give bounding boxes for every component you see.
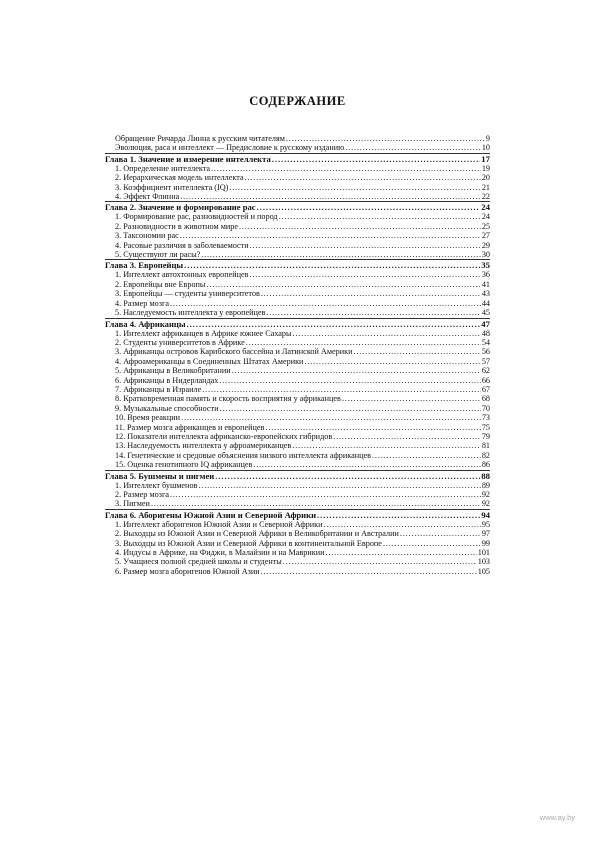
dot-leader bbox=[266, 308, 480, 317]
dot-leader bbox=[261, 567, 477, 576]
toc-item bbox=[105, 270, 490, 279]
dot-leader bbox=[170, 490, 481, 499]
toc-item bbox=[105, 385, 490, 394]
toc-item bbox=[105, 441, 490, 450]
toc-item-page-number: 73 bbox=[481, 413, 490, 423]
dot-leader bbox=[372, 451, 481, 460]
toc-item-text: 10. Время реакции bbox=[115, 413, 181, 423]
toc-item-page-number: 97 bbox=[481, 529, 490, 539]
toc-item-text: 3. Африканцы островов Карибского бассейна и Латинской Америки bbox=[115, 347, 353, 357]
toc-item-text: 6. Размер мозга аборигенов Южной Азии bbox=[115, 566, 260, 576]
toc-item-text: 2. Выходцы из Южной Азии и Северной Африки в Великобритании и Австралии bbox=[115, 529, 399, 539]
toc-item-page-number: 103 bbox=[477, 557, 490, 567]
page-title: СОДЕРЖАНИЕ bbox=[249, 94, 346, 108]
toc-item bbox=[105, 280, 490, 289]
dot-leader bbox=[184, 260, 480, 270]
toc-item bbox=[105, 404, 490, 413]
toc-item bbox=[105, 173, 490, 182]
dot-leader bbox=[283, 557, 477, 566]
toc-item bbox=[105, 548, 490, 557]
toc-item-page-number: 95 bbox=[481, 519, 490, 529]
dot-leader bbox=[245, 173, 481, 182]
toc-item-page-number: 92 bbox=[481, 490, 490, 499]
dot-leader bbox=[246, 338, 481, 347]
dot-leader bbox=[383, 539, 481, 548]
toc-item-text: 1. Определение интеллекта bbox=[115, 163, 211, 173]
dot-leader bbox=[201, 250, 481, 259]
dot-leader bbox=[333, 432, 481, 441]
toc-item-page-number: 19 bbox=[481, 163, 490, 173]
toc-item bbox=[105, 347, 490, 356]
chapter-heading-page-number: 17 bbox=[481, 153, 490, 164]
toc-item-text: 8. Кратковременная память и скорость восприятия у африканцев bbox=[115, 394, 341, 404]
toc-item-text: 9. Музыкальные способности bbox=[115, 403, 219, 413]
toc-item bbox=[105, 490, 490, 499]
toc-item bbox=[105, 231, 490, 240]
toc-item bbox=[105, 557, 490, 566]
toc-item-page-number: 92 bbox=[481, 499, 490, 509]
dot-leader bbox=[317, 510, 480, 520]
chapter-heading bbox=[105, 154, 490, 164]
toc-item bbox=[105, 241, 490, 250]
toc-item-text: 3. Таксономии рас bbox=[115, 231, 179, 241]
toc-item-text: 7. Африканцы в Израиле bbox=[115, 384, 202, 394]
toc-item-page-number: 27 bbox=[481, 231, 490, 241]
front-matter-entry-page-number: 10 bbox=[481, 143, 490, 153]
toc-item bbox=[105, 338, 490, 347]
chapter-heading bbox=[105, 471, 490, 481]
toc-item-page-number: 56 bbox=[481, 347, 490, 357]
chapter-heading-page-number: 88 bbox=[481, 470, 490, 481]
toc-item-text: 13. Наследуемость интеллекта у афроамериканцев bbox=[115, 441, 292, 451]
toc-item-page-number: 79 bbox=[481, 431, 490, 441]
toc-item-text: 1. Интеллект африканцев в Африке южнее Сахары bbox=[115, 328, 292, 338]
toc-item bbox=[105, 289, 490, 298]
toc-item-page-number: 54 bbox=[481, 337, 490, 347]
toc-item bbox=[105, 164, 490, 173]
dot-leader bbox=[219, 376, 480, 385]
dot-leader bbox=[293, 329, 481, 338]
toc-item-text: 1. Интеллект аборигенов Южной Азии и Северной Африки bbox=[115, 519, 323, 529]
toc-item-page-number: 68 bbox=[481, 394, 490, 404]
toc-item-page-number: 21 bbox=[481, 182, 490, 192]
toc-item-text: 2. Разновидности в животном мире bbox=[115, 221, 238, 231]
toc-item-page-number: 75 bbox=[481, 422, 490, 432]
toc-item bbox=[105, 423, 490, 432]
dot-leader bbox=[257, 202, 481, 212]
dot-leader bbox=[211, 164, 481, 173]
chapter-heading bbox=[105, 510, 490, 520]
toc-item-page-number: 70 bbox=[481, 403, 490, 413]
chapter-heading bbox=[105, 319, 490, 329]
toc-item-page-number: 99 bbox=[481, 538, 490, 548]
toc-item-page-number: 20 bbox=[481, 173, 490, 183]
toc-item-text: 3. Выходцы из Южной Азии и Северной Африки в континентальной Европе bbox=[115, 538, 382, 548]
toc-item bbox=[105, 432, 490, 441]
toc-item bbox=[105, 299, 490, 308]
toc-item-page-number: 30 bbox=[481, 250, 490, 260]
toc-item-text: 1. Интеллект автохтонных европейцев bbox=[115, 270, 249, 280]
toc-item-text: 2. Размер мозга bbox=[115, 490, 169, 499]
toc-item-page-number: 86 bbox=[481, 460, 490, 470]
toc-item-text: 5. Африканцы в Великобритании bbox=[115, 366, 231, 376]
toc-item bbox=[105, 529, 490, 538]
front-matter-entry-page-number: 9 bbox=[485, 134, 490, 143]
chapter-heading-page-number: 35 bbox=[481, 260, 490, 271]
chapter-heading-text: Глава 1. Значение и измерение интеллекта bbox=[105, 153, 271, 164]
toc-item-page-number: 62 bbox=[481, 366, 490, 376]
toc-item-text: 2. Студенты университетов в Африке bbox=[115, 337, 245, 347]
dot-leader bbox=[272, 154, 480, 164]
chapter-heading-text: Глава 4. Африканцы bbox=[105, 318, 186, 329]
toc-item-page-number: 67 bbox=[481, 384, 490, 394]
chapter-heading-page-number: 24 bbox=[481, 202, 490, 213]
dot-leader bbox=[253, 460, 480, 469]
toc-item-page-number: 66 bbox=[481, 375, 490, 385]
front-matter-entry bbox=[105, 143, 490, 152]
toc-item-page-number: 101 bbox=[477, 548, 490, 558]
toc-item bbox=[105, 250, 490, 259]
dot-leader bbox=[170, 299, 481, 308]
toc-item bbox=[105, 212, 490, 221]
toc-item-page-number: 48 bbox=[481, 328, 490, 338]
chapter-heading bbox=[105, 202, 490, 212]
chapter-heading-page-number: 47 bbox=[481, 318, 490, 329]
toc-item-text: 5. Существуют ли расы? bbox=[115, 250, 201, 260]
dot-leader bbox=[292, 441, 481, 450]
toc-item bbox=[105, 394, 490, 403]
front-matter-entry-text: Эволюция, раса и интеллект — Предисловие к русскому изданию bbox=[115, 143, 345, 153]
dot-leader bbox=[345, 143, 481, 152]
toc-item-text: 4. Размер мозга bbox=[115, 298, 169, 308]
toc-item bbox=[105, 567, 490, 576]
toc-item-page-number: 29 bbox=[481, 240, 490, 250]
dot-leader bbox=[250, 241, 481, 250]
dot-leader bbox=[198, 481, 480, 490]
toc-item bbox=[105, 539, 490, 548]
dot-leader bbox=[151, 499, 481, 508]
toc-item-text: 3. Коэффициент интеллекта (IQ) bbox=[115, 182, 229, 192]
toc-item-text: 4. Эффект Флинна bbox=[115, 192, 180, 202]
dot-leader bbox=[239, 222, 481, 231]
toc-item bbox=[105, 183, 490, 192]
toc-item-text: 3. Пигмеи bbox=[115, 499, 150, 509]
dot-leader bbox=[180, 231, 481, 240]
toc-item bbox=[105, 308, 490, 317]
dot-leader bbox=[206, 280, 480, 289]
toc-item bbox=[105, 192, 490, 201]
front-matter-entry bbox=[105, 134, 490, 143]
toc-item-text: 15. Оценка генотипного IQ африканцев bbox=[115, 460, 253, 470]
toc-item bbox=[105, 451, 490, 460]
dot-leader bbox=[249, 270, 480, 279]
dot-leader bbox=[342, 394, 481, 403]
toc-item-page-number: 105 bbox=[477, 566, 490, 576]
toc-item bbox=[105, 499, 490, 508]
toc-item-page-number: 25 bbox=[481, 221, 490, 231]
toc-item-text: 2. Европейцы вне Европы bbox=[115, 279, 206, 289]
chapter-heading-text: Глава 2. Значение и формирование рас bbox=[105, 202, 256, 213]
toc-item bbox=[105, 460, 490, 469]
dot-leader bbox=[304, 357, 480, 366]
dot-leader bbox=[180, 192, 481, 201]
toc-item bbox=[105, 481, 490, 490]
toc-item-page-number: 24 bbox=[481, 212, 490, 222]
toc-item-text: 12. Показатели интеллекта африканско-европейских гибридов bbox=[115, 431, 333, 441]
toc-item-text: 5. Учащиеся полной средней школы и студенты bbox=[115, 557, 282, 567]
chapter-heading-text: Глава 3. Европейцы bbox=[105, 260, 184, 271]
chapter-heading-page-number: 94 bbox=[481, 509, 490, 520]
dot-leader bbox=[181, 413, 481, 422]
dot-leader bbox=[286, 134, 485, 143]
toc-item-text: 5. Наследуемость интеллекта у европейцев bbox=[115, 308, 266, 318]
toc-item-text: 2. Иерархическая модель интеллекта bbox=[115, 173, 244, 183]
dot-leader bbox=[261, 289, 481, 298]
toc-item bbox=[105, 222, 490, 231]
dot-leader bbox=[220, 404, 481, 413]
dot-leader bbox=[325, 548, 476, 557]
dot-leader bbox=[279, 212, 481, 221]
dot-leader bbox=[353, 347, 480, 356]
toc-item-text: 14. Генетические и средовые объяснения низкого интеллекта африканцев bbox=[115, 450, 372, 460]
toc-item bbox=[105, 357, 490, 366]
toc-item-text: 4. Индусы в Африке, на Фиджи, в Малайзии и на Маврикии bbox=[115, 548, 325, 558]
toc-item-text: 6. Африканцы в Нидерландах bbox=[115, 375, 219, 385]
dot-leader bbox=[187, 319, 481, 329]
toc-item-text: 4. Расовые различия в заболеваемости bbox=[115, 240, 249, 250]
toc-item-text: 1. Формирование рас, разновидностей и пород bbox=[115, 212, 278, 222]
toc-item-page-number: 57 bbox=[481, 356, 490, 366]
toc-item-text: 1. Интеллект бушменов bbox=[115, 480, 198, 490]
toc-item-page-number: 82 bbox=[481, 450, 490, 460]
table-of-contents bbox=[105, 134, 490, 576]
toc-item-page-number: 44 bbox=[481, 298, 490, 308]
dot-leader bbox=[265, 423, 480, 432]
chapter-heading bbox=[105, 260, 490, 270]
toc-item-page-number: 45 bbox=[481, 308, 490, 318]
toc-item-text: 4. Афроамериканцы в Соединенных Штатах Америки bbox=[115, 356, 304, 366]
front-matter-entry-text: Обращение Ричарда Линна к русским читателям bbox=[115, 134, 285, 143]
dot-leader bbox=[229, 183, 480, 192]
toc-item bbox=[105, 366, 490, 375]
toc-item-page-number: 89 bbox=[481, 480, 490, 490]
toc-item bbox=[105, 329, 490, 338]
toc-item-page-number: 43 bbox=[481, 289, 490, 299]
toc-item-page-number: 36 bbox=[481, 270, 490, 280]
toc-item bbox=[105, 376, 490, 385]
toc-item-text: 11. Размер мозга африканцев и европейцев bbox=[115, 422, 265, 432]
toc-item bbox=[105, 413, 490, 422]
dot-leader bbox=[215, 471, 480, 481]
dot-leader bbox=[400, 529, 481, 538]
dot-leader bbox=[323, 520, 480, 529]
dot-leader bbox=[232, 366, 481, 375]
chapter-heading-text: Глава 5. Бушмены и пигмеи bbox=[105, 470, 215, 481]
watermark: www.ay.by bbox=[539, 813, 575, 822]
toc-item-text: 3. Европейцы — студенты университетов bbox=[115, 289, 260, 299]
chapter-heading-text: Глава 6. Аборигены Южной Азии и Северной Африки bbox=[105, 509, 317, 520]
toc-item-page-number: 22 bbox=[481, 192, 490, 202]
toc-item-page-number: 41 bbox=[481, 279, 490, 289]
toc-item bbox=[105, 520, 490, 529]
toc-item-page-number: 81 bbox=[481, 441, 490, 451]
dot-leader bbox=[202, 385, 481, 394]
